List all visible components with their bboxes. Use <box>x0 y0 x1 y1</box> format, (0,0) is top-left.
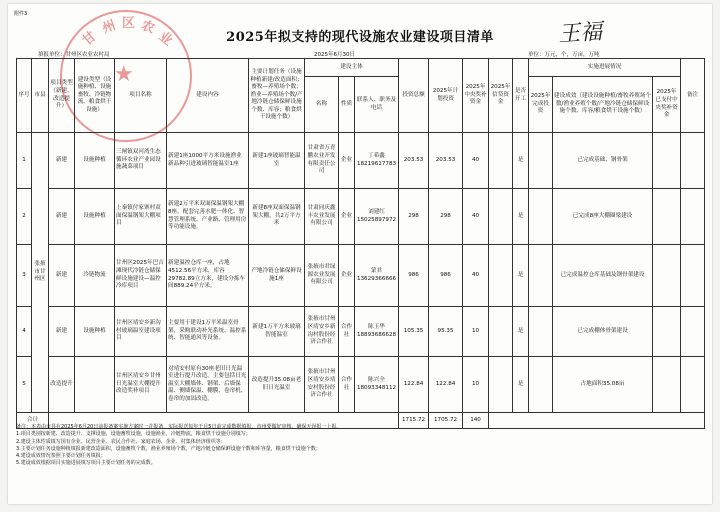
table-row <box>17 189 705 245</box>
footnote-line: 备注：本表由市县在2025年6月20日前报备案实施方案时一并报备，实际报送每年于月5日前完成数据填报，市州要做好审核，确保无误报一上报。 <box>16 424 342 430</box>
header-seq: 序号 <box>17 59 32 133</box>
cell-indicator: 改造提升35.08亩老旧日光温室 <box>249 357 305 413</box>
cell-plan: 986 <box>429 245 463 307</box>
cell-completed <box>529 133 553 189</box>
cell-entity: 甘肃省万青鹏农业开发有限责任公司 <box>305 133 339 189</box>
cell-completed <box>529 307 553 357</box>
official-seal: 甘 州 区 农 业 ★ <box>60 10 192 142</box>
footnotes <box>16 424 704 468</box>
cell-county: 张掖市甘州区 <box>32 133 49 413</box>
cell-entity-type: 企业 <box>339 133 355 189</box>
unit-note: 单位：万元，个，万亩，万吨 <box>528 52 600 58</box>
header-plan: 2025年计划投资 <box>429 59 463 133</box>
table-row <box>17 133 705 189</box>
cell-type: 新建 <box>49 133 75 189</box>
cell-entity-type: 合作社 <box>339 307 355 357</box>
cell-total: 105.35 <box>399 307 429 357</box>
header-contact: 联系人、职务及电话 <box>355 77 399 133</box>
cell-content: 主要用于建设1万平米温室骨架，采购联动补光系统、温控系统、智能通风等设备。 <box>167 307 249 357</box>
cell-type: 新建 <box>49 307 75 357</box>
cell-content: 对靖安村原有30座老旧日光温室进行提升改造，主要包括日光温室大棚墙体、钢架、后墙保温、侧墙保温、棚膜、卷帘机、卷帘的加固改造。 <box>167 357 249 413</box>
cell-plan: 95.35 <box>429 307 463 357</box>
cell-indicator: 新建8座双面保温钢架大棚，共2万平方米 <box>249 189 305 245</box>
totals-label: 合计 <box>17 413 49 429</box>
cell-indicator: 产地冷链仓储保鲜设施1座 <box>249 245 305 307</box>
totals-total: 1715.72 <box>399 413 429 429</box>
cell-progress: 已完成8座大棚圈梁建设 <box>553 189 653 245</box>
cell-content: 新建1座1000平方米设施渔业新品种引进玻璃智能温室1座 <box>167 133 249 189</box>
cell-category: 设施种植 <box>75 133 115 189</box>
cell-entity-type: 企业 <box>339 245 355 307</box>
cell-total: 122.84 <box>399 357 429 413</box>
cell-completed <box>529 189 553 245</box>
footnote-line: 3.主要计划任务设施种植填报新建改造面积，设施畜牧个数，渔业养殖场个数，产地冷链仓储保鲜设施个数和库容量，粮食烘干设施个数； <box>16 445 321 452</box>
cell-indicator: 新建1座玻璃智能温室 <box>249 133 305 189</box>
header-category: 建设类型（设施种植、设施畜牧、冷链物流、粮食烘干设施） <box>75 59 115 133</box>
footnote-line: 1.项目类别按新建、改造提升、支撑设施，设施畜牧设施，设施渔业，冷链物流，粮食烘干设施分别填写； <box>16 431 251 438</box>
header-entity: 建设主体 <box>305 59 399 77</box>
footnote-line: 2.建设主体性质填写国有企业、民营企业、农民合作社、家庭农场、企业、村集体经济组织等； <box>16 438 226 445</box>
cell-seq: 3 <box>17 245 32 307</box>
cell-plan: 122.84 <box>429 357 463 413</box>
cell-plan: 203.53 <box>429 133 463 189</box>
cell-name: 三闸镇双河湾生态循环农业产业园设施蔬菜项目 <box>115 133 167 189</box>
header-name: 项目名称 <box>115 59 167 133</box>
header-content: 建设内容 <box>167 59 249 133</box>
cell-contact: 丁希鑫 18219617783 <box>355 133 399 189</box>
report-date: 2025年6月30日 <box>314 52 355 58</box>
cell-remark <box>681 133 705 189</box>
header-indicator: 主要计划任务（设施种植新建/改造面积；畜牧—养殖场个数；渔业—养殖场个数/产地冷链仓储保鲜设施个数、库容；粮食烘干设施个数） <box>249 59 305 133</box>
cell-subsidy-done <box>653 307 681 357</box>
header-prog-desc: 建设成效（建设设施种植/畜牧养殖场个数/渔业养殖个数/产地冷链仓储保鲜设施个数、库容/粮食烘干设施个数） <box>553 77 653 133</box>
footnote-line: 4.建设成效情况参照主要计划任务填报； <box>16 453 106 459</box>
cell-entity: 甘肃同庆鑫丰农业发展有限公司 <box>305 189 339 245</box>
cell-plan: 298 <box>429 189 463 245</box>
totals-subsidy: 140 <box>463 413 489 429</box>
cell-content: 新建温控仓库一座，占地4512.56平方米，库容29782.89立方米，建设分拣车间889.24平方米。 <box>167 245 249 307</box>
cell-category: 设施种植 <box>75 189 115 245</box>
table-row <box>17 357 705 413</box>
cell-type: 新建 <box>49 245 75 307</box>
header-type: 项目类型（新建、改造提升） <box>49 59 75 133</box>
cell-remark <box>681 189 705 245</box>
cell-remark <box>681 245 705 307</box>
header-subsidy-done: 2025年已支付中央奖补资金 <box>653 77 681 133</box>
document-page <box>8 4 712 504</box>
cell-type: 新建 <box>49 189 75 245</box>
footnote-line: 5.建设成效根据项目实施进展填写项目主要计划任务的完成数。 <box>16 460 156 467</box>
cell-category <box>75 357 115 413</box>
cell-remark <box>681 307 705 357</box>
cell-total: 986 <box>399 245 429 307</box>
cell-name: 甘州区2025年巴吉滩现代冷链仓储保鲜设施建设—温控冷库项目 <box>115 245 167 307</box>
document-title: 2025年拟支持的现代设施农业建设项目清单 <box>226 30 494 45</box>
cell-started: 是 <box>513 133 529 189</box>
cell-completed <box>529 245 553 307</box>
cell-progress: 已完成棚体骨架建设 <box>553 307 653 357</box>
header-completed: 2025年完成投资 <box>529 77 553 133</box>
cell-started: 是 <box>513 357 529 413</box>
cell-completed <box>529 357 553 413</box>
cell-type: 改造提升 <box>49 357 75 413</box>
cell-category: 设施种植 <box>75 307 115 357</box>
cell-seq: 1 <box>17 133 32 189</box>
cell-started: 是 <box>513 307 529 357</box>
header-progress: 实施进展情况 <box>529 59 681 77</box>
table-row <box>17 307 705 357</box>
totals-plan: 1705.72 <box>429 413 463 429</box>
cell-entity: 张掖市甘州区靖安乡靖安村股份经济合作社 <box>305 357 339 413</box>
cell-name: 上秦镇付家寨村双面保温钢架大棚项目 <box>115 189 167 245</box>
cell-subsidy: 40 <box>463 133 489 189</box>
cell-loan <box>489 189 513 245</box>
cell-entity-type: 合作社 <box>339 357 355 413</box>
table-row <box>17 245 705 307</box>
cell-contact: 陈兴全 18093348112 <box>355 357 399 413</box>
cell-progress: 已完成温控仓库基础及钢骨架建设 <box>553 245 653 307</box>
annex-label: 附件3 <box>14 11 28 17</box>
header-subsidy: 2025年中央奖补资金 <box>463 59 489 133</box>
cell-category: 冷链物流 <box>75 245 115 307</box>
cell-progress: 已完成基础、钢骨架 <box>553 133 653 189</box>
cell-progress: 占地面积35.08亩 <box>553 357 653 413</box>
cell-entity: 张掖市君绿源农业发展有限公司 <box>305 245 339 307</box>
header-started: 是否开工 <box>513 59 529 133</box>
cell-seq: 2 <box>17 189 32 245</box>
cell-contact: 刘建红 15025897972 <box>355 189 399 245</box>
cell-subsidy-done <box>653 189 681 245</box>
cell-subsidy: 40 <box>463 189 489 245</box>
project-table <box>16 58 705 429</box>
header-entity-name: 名称 <box>305 77 339 133</box>
cell-subsidy-done <box>653 357 681 413</box>
cell-indicator: 新建1万平方米玻璃智能温室 <box>249 307 305 357</box>
cell-seq: 5 <box>17 357 32 413</box>
cell-total: 298 <box>399 189 429 245</box>
header-remark: 备注 <box>681 59 705 133</box>
header-county: 市县 <box>32 59 49 133</box>
cell-entity: 张掖市甘州区靖安乡新沟村股份经济合作社 <box>305 307 339 357</box>
cell-contact: 陈玉华 18893686628 <box>355 307 399 357</box>
cell-loan <box>489 307 513 357</box>
cell-contact: 蒙君 13629366666 <box>355 245 399 307</box>
cell-content: 新建2万平米双面保温钢架大棚8座，配套完善水肥一体化、智慧管理系统、产业路、管理用房等功能设施。 <box>167 189 249 245</box>
cell-subsidy: 10 <box>463 357 489 413</box>
cell-name: 甘州区靖安乡甘州日光温室大棚提升改造奖补项目 <box>115 357 167 413</box>
cell-total: 203.53 <box>399 133 429 189</box>
handwritten-signature: 王福 <box>557 19 603 48</box>
cell-loan <box>489 357 513 413</box>
cell-seq: 4 <box>17 307 32 357</box>
reporting-unit: 填报单位：甘州区农业农村局 <box>38 52 110 58</box>
cell-name: 甘州区靖安乡新沟村玻璃温室建设项目 <box>115 307 167 357</box>
cell-subsidy: 10 <box>463 307 489 357</box>
cell-loan <box>489 133 513 189</box>
cell-loan <box>489 245 513 307</box>
header-entity-type: 性质 <box>339 77 355 133</box>
cell-subsidy-done <box>653 245 681 307</box>
cell-started: 是 <box>513 189 529 245</box>
cell-entity-type: 企业 <box>339 189 355 245</box>
cell-started: 是 <box>513 245 529 307</box>
header-total: 投资总额 <box>399 59 429 133</box>
cell-subsidy: 40 <box>463 245 489 307</box>
header-loan: 2025年信贷资金 <box>489 59 513 133</box>
cell-subsidy-done <box>653 133 681 189</box>
cell-remark <box>681 357 705 413</box>
